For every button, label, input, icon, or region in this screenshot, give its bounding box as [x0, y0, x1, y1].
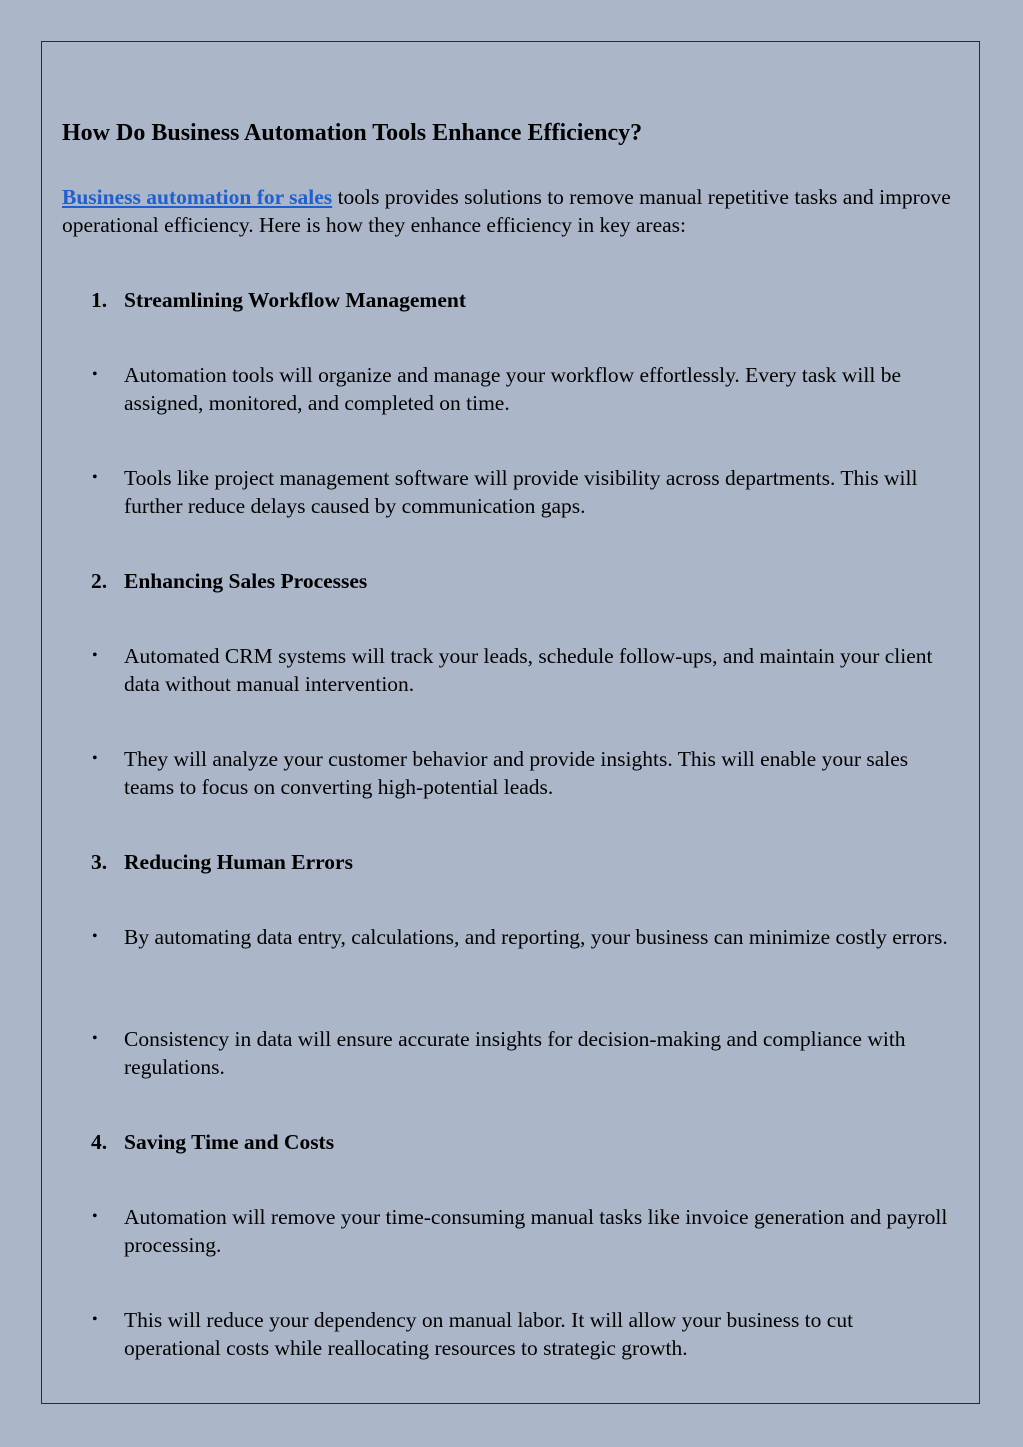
bullet-icon: • [92, 469, 98, 486]
list-item-text: This will reduce your dependency on manual labor. It will allow your business to cut operational costs while reallocating resources to strategic growth. [124, 1308, 854, 1360]
list-item-text: Automated CRM systems will track your leads, schedule follow-ups, and maintain your client data without manual intervention. [124, 644, 933, 696]
section-heading-text: Reducing Human Errors [124, 850, 353, 874]
list-item-text: By automating data entry, calculations, and reporting, your business can minimize costly errors. [124, 925, 948, 949]
list-item [92, 361, 954, 417]
section-number: 2. [91, 569, 108, 593]
list-item [92, 923, 954, 951]
bullet-icon: • [92, 750, 98, 767]
business-automation-link[interactable]: Business automation for sales [62, 185, 333, 209]
section-heading-text: Saving Time and Costs [124, 1130, 335, 1154]
bullet-icon: • [92, 366, 98, 383]
list-item [92, 1306, 954, 1362]
list-item-text: Consistency in data will ensure accurate insights for decision-making and compliance with regulations. [124, 1027, 906, 1079]
section-heading-text: Enhancing Sales Processes [124, 569, 368, 593]
section-number: 1. [91, 288, 108, 312]
list-item [92, 1203, 954, 1259]
list-item [92, 745, 954, 801]
list-item-text: Automation tools will organize and manage your workflow effortlessly. Every task will be assigned, monitored, and completed on time. [124, 363, 902, 415]
bullet-icon: • [92, 1208, 98, 1225]
intro-paragraph [62, 183, 962, 239]
section-heading-2 [91, 567, 367, 595]
section-number: 4. [91, 1130, 108, 1154]
page-frame [41, 41, 980, 1404]
bullet-icon: • [92, 1030, 98, 1047]
list-item [92, 642, 954, 698]
bullet-icon: • [92, 928, 98, 945]
list-item [92, 464, 954, 520]
list-item-text: Tools like project management software will provide visibility across departments. This will further reduce delays caused by communication gaps. [124, 466, 918, 518]
intro-text: tools provides solutions to remove manual repetitive tasks and improve operational efficiency. Here is how they enhance efficiency in key areas: [62, 185, 951, 237]
section-heading-4 [91, 1128, 334, 1156]
section-heading-text: Streamlining Workflow Management [124, 288, 467, 312]
list-item-text: They will analyze your customer behavior and provide insights. This will enable your sales teams to focus on converting high-potential leads. [124, 747, 909, 799]
bullet-icon: • [92, 647, 98, 664]
list-item-text: Automation will remove your time-consuming manual tasks like invoice generation and payroll processing. [124, 1205, 948, 1257]
bullet-icon: • [92, 1311, 98, 1328]
document-title: How Do Business Automation Tools Enhance Efficiency? [62, 120, 643, 146]
section-heading-1 [91, 286, 466, 314]
list-item [92, 1025, 954, 1081]
section-number: 3. [91, 850, 108, 874]
section-heading-3 [91, 848, 353, 876]
